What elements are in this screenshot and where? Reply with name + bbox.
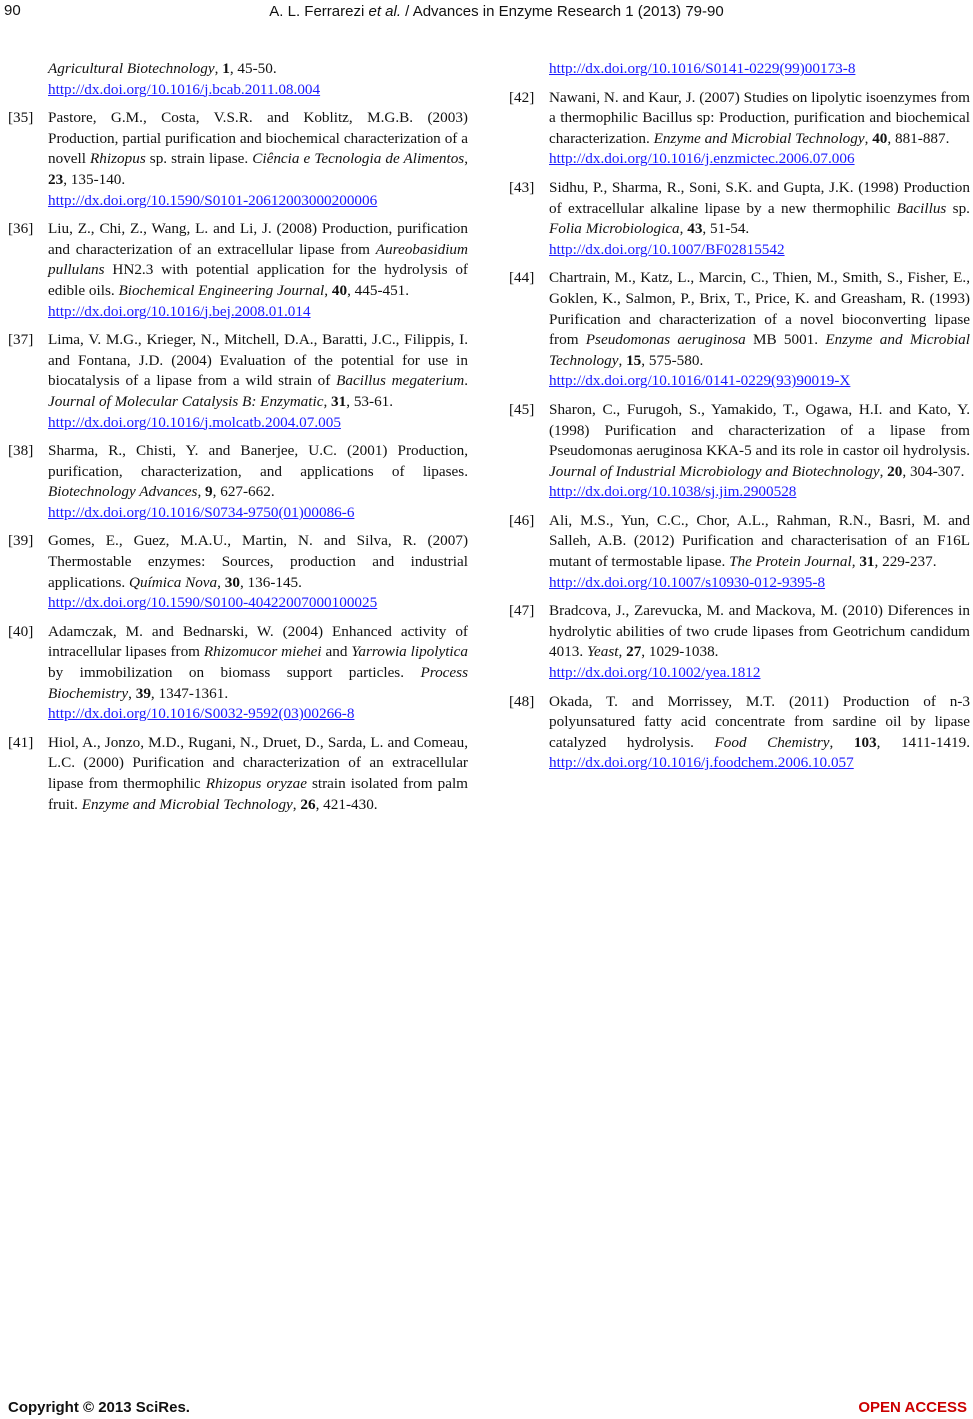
ref-sep: , [128, 684, 136, 702]
left-column [8, 59, 468, 823]
ref-body [549, 268, 970, 392]
ref-pages: , 304-307. [902, 462, 965, 480]
ref-text: Liu, Z., Chi, Z., Wang, L. and Li, J. (2008) Production, purification and characterization of an extracellular lipase from [48, 220, 468, 258]
doi-link[interactable]: http://dx.doi.org/10.1038/sj.jim.2900528 [549, 483, 797, 501]
ref-journal: The Protein Journal [729, 553, 852, 571]
ref-text: Nawani, N. and Kaur, J. (2007) Studies on lipolytic isoenzymes from a thermophilic Bacillus sp: Production, purification and biochemical characterization. [549, 88, 970, 147]
reference-continuation [549, 59, 970, 80]
ref-journal: Química Nova [128, 573, 218, 591]
ref-species: Pseudomonas aeruginosa [585, 331, 746, 349]
ref-number: [36] [8, 220, 34, 238]
ref-text: Bradcova, J., Zarevucka, M. and Mackova, M. (2010) Diferences in hydrolytic abilities of two crude lipases from Geotrichum candidum 4013. [549, 602, 970, 661]
ref-species: Rhizopus [90, 150, 146, 168]
ref-pages: , 1029-1038. [641, 643, 719, 661]
ref-volume: 40 [872, 129, 888, 147]
ref-volume: 26 [300, 795, 316, 813]
ref-number: [46] [509, 511, 535, 529]
doi-link[interactable]: http://dx.doi.org/10.1016/j.bcab.2011.08.004 [48, 80, 321, 98]
ref-sep: , [851, 553, 860, 571]
ref-body [48, 108, 468, 211]
ref-body [549, 601, 970, 683]
reference-36 [8, 219, 468, 322]
ref-number: [42] [509, 88, 535, 106]
ref-pages: , 445-451. [347, 281, 410, 299]
running-header [0, 3, 973, 20]
ref-journal: Journal of Industrial Microbiology and Biotechnology [549, 462, 880, 480]
ref-volume: 20 [887, 462, 903, 480]
doi-link[interactable]: http://dx.doi.org/10.1016/j.enzmictec.2006.07.006 [549, 150, 855, 168]
ref-number: [40] [8, 622, 34, 640]
reference-47 [509, 601, 970, 683]
reference-38 [8, 441, 468, 523]
reference-continuation [48, 59, 468, 100]
ref-text: Lima, V. M.G., Krieger, N., Mitchell, D.A., Baratti, J.C., Filippis, I. and Fontana, J.D. (2004) Evaluation of the potential for use in biocatalysis of a lipase from a wild strain of [48, 331, 468, 390]
ref-number: [43] [509, 178, 535, 196]
ref-text: Ali, M.S., Yun, C.C., Chor, A.L., Rahman, R.N., Basri, M. and Salleh, A.B. (2012) Purification and characterisation of an F16L mutant of termostable lipase. [549, 511, 970, 571]
ref-sep: , [464, 150, 469, 168]
ref-sep: , [879, 462, 888, 480]
ref-journal: Journal of Molecular Catalysis B [48, 392, 252, 410]
ref-sep: , [217, 573, 225, 591]
ref-sep: , [323, 392, 332, 410]
ref-volume: 43 [687, 220, 703, 238]
ref-body [48, 330, 468, 433]
ref-body [48, 733, 468, 815]
ref-sep: , [618, 351, 627, 369]
doi-link[interactable]: http://dx.doi.org/10.1590/S0101-20612003000200006 [48, 191, 378, 209]
ref-volume: 31 [331, 392, 347, 410]
doi-link[interactable]: http://dx.doi.org/10.1007/BF02815542 [549, 240, 785, 258]
header-et-al: et al. [368, 3, 402, 20]
ref-journal: Food Chemistry [714, 733, 830, 751]
ref-volume: 31 [859, 553, 875, 571]
reference-44 [509, 268, 970, 392]
ref-journal-sub: : Enzymatic [251, 392, 324, 410]
ref-pages: , 1347-1361. [150, 684, 229, 702]
ref-volume: 27 [626, 643, 642, 661]
ref-body [549, 400, 970, 503]
ref-text: Adamczak, M. and Bednarski, W. (2004) Enhanced activity of intracellular lipases from [48, 622, 468, 661]
header-journal: / Advances in Enzyme Research 1 (2013) 79-90 [401, 3, 724, 20]
ref-body [48, 441, 468, 523]
doi-link[interactable]: http://dx.doi.org/10.1016/S0141-0229(99)00173-8 [549, 60, 856, 77]
ref-journal: Biotechnology Advances [48, 483, 198, 501]
ref-pages: , 136-145. [239, 573, 302, 591]
ref-species: Rhizomucor miehei [203, 643, 322, 661]
reference-39 [8, 531, 468, 613]
ref-journal: Folia Microbiologica [549, 220, 680, 238]
ref-journal: Process Biochemistry [48, 664, 468, 702]
ref-number: [38] [8, 442, 34, 460]
ref-text: MB 5001. [745, 331, 826, 349]
ref-pages: , 881-887. [887, 129, 950, 147]
ref-body [549, 178, 970, 260]
doi-link[interactable]: http://dx.doi.org/10.1007/s10930-012-9395-8 [549, 573, 826, 591]
ref-body [549, 692, 970, 774]
ref-species: Rhizopus oryzae [205, 775, 307, 792]
ref-number: [37] [8, 331, 34, 349]
ref-pages: , 421-430. [315, 795, 378, 813]
reference-46 [509, 511, 970, 593]
ref-number: [41] [8, 733, 34, 751]
ref-sep: , [214, 60, 223, 77]
doi-link[interactable]: http://dx.doi.org/10.1016/0141-0229(93)90019-X [549, 372, 851, 390]
ref-pages: , 627-662. [212, 483, 275, 501]
reference-42 [509, 88, 970, 170]
reference-37 [8, 330, 468, 433]
doi-link[interactable]: http://dx.doi.org/10.1002/yea.1812 [549, 664, 761, 682]
ref-journal: Agricultural Biotechnology [48, 60, 215, 77]
doi-link[interactable]: http://dx.doi.org/10.1016/j.bej.2008.01.014 [48, 302, 311, 320]
doi-link[interactable]: http://dx.doi.org/10.1016/j.foodchem.2006.10.057 [549, 754, 854, 772]
ref-journal: Enzyme and Microbial Technology [549, 331, 970, 369]
ref-journal: Enzyme and Microbial Technology [81, 795, 293, 813]
ref-journal: Yeast [586, 643, 619, 661]
ref-pages: , 53-61. [346, 392, 394, 410]
ref-body [549, 511, 970, 593]
ref-sep: , [829, 733, 854, 751]
ref-volume: 40 [331, 281, 348, 299]
ref-text: Gomes, E., Guez, M.A.U., Martin, N. and Silva, R. (2007) Thermostable enzymes: Sources, production and industrial applications. [48, 532, 468, 591]
reference-43 [509, 178, 970, 260]
ref-volume: 15 [626, 351, 642, 369]
ref-journal: Ciência e Tecnologia de Alimentos [252, 150, 465, 168]
open-access-label: OPEN ACCESS [858, 1399, 967, 1416]
ref-body [48, 531, 468, 613]
header-authors: A. L. Ferrarezi [269, 3, 369, 20]
ref-text: by immobilization on biomass support particles. [48, 664, 421, 682]
ref-body [549, 88, 970, 170]
ref-sep: , [292, 795, 301, 813]
ref-volume: 9 [205, 483, 213, 501]
ref-sep: , [324, 281, 332, 299]
ref-text: Pastore, G.M., Costa, V.S.R. and Koblitz, M.G.B. (2003) Production, partial purification and biochemical characterization of a novell [48, 109, 468, 168]
ref-text: Okada, T. and Morrissey, M.T. (2011) Production of n-3 polyunsatured fatty acid concentrate from sardine oil by lipase catalyzed hydrolysis. [549, 692, 970, 751]
ref-number: [47] [509, 602, 535, 620]
ref-body [48, 622, 468, 725]
ref-text: Sharma, R., Chisti, Y. and Banerjee, U.C. (2001) Production, purification, characterization, and applications of lipases. [48, 442, 468, 480]
ref-number: [45] [509, 400, 535, 418]
reference-40 [8, 622, 468, 725]
doi-link[interactable]: http://dx.doi.org/10.1016/S0734-9750(01)00086-6 [48, 503, 355, 521]
ref-species: Aureobasidium pullulans [48, 240, 468, 279]
ref-pages: , 1411-1419. [876, 733, 970, 751]
ref-text: . [464, 372, 468, 390]
copyright-notice: Copyright © 2013 SciRes. [8, 1399, 190, 1416]
ref-number: [44] [509, 269, 535, 287]
ref-volume: 23 [48, 170, 64, 188]
reference-41 [8, 733, 468, 815]
ref-species: Yarrowia lipolytica [351, 643, 468, 661]
doi-link[interactable]: http://dx.doi.org/10.1590/S0100-40422007000100025 [48, 594, 378, 612]
ref-text: sp. [946, 199, 970, 217]
doi-link[interactable]: http://dx.doi.org/10.1016/S0032-9592(03)00266-8 [48, 705, 355, 723]
ref-number: [35] [8, 109, 34, 127]
reference-48 [509, 692, 970, 774]
ref-journal: Enzyme and Microbial Technology [653, 129, 865, 147]
ref-text: Chartrain, M., Katz, L., Marcin, C., Thien, M., Smith, S., Fisher, E., Goklen, K., Salmon, P., Brix, T., Price, K. and Greasham, R. (1993) Purification and characterization of a novel bioconverting lipase from [549, 269, 970, 349]
ref-species: Bacillus [896, 199, 947, 217]
ref-volume: 1 [222, 60, 230, 77]
doi-link[interactable]: http://dx.doi.org/10.1016/j.molcatb.2004.07.005 [48, 413, 341, 431]
ref-text: strain isolated from palm fruit. [48, 775, 468, 813]
ref-body [48, 219, 468, 322]
ref-sep: , [197, 483, 206, 501]
ref-pages: , 135-140. [63, 170, 126, 188]
ref-volume: 39 [135, 684, 151, 702]
reference-35 [8, 108, 468, 211]
ref-pages: , 575-580. [641, 351, 704, 369]
ref-text: sp. strain lipase. [145, 150, 253, 168]
ref-pages: , 45-50. [229, 60, 277, 77]
ref-text: HN2.3 with potential application for the hydrolysis of edible oils. [48, 261, 468, 299]
ref-sep: , [618, 643, 627, 661]
reference-45 [509, 400, 970, 503]
ref-volume: 103 [853, 733, 877, 751]
ref-species: Bacillus megaterium [336, 372, 465, 390]
ref-number: [39] [8, 532, 34, 550]
right-column [509, 59, 970, 782]
ref-sep: , [679, 220, 688, 238]
ref-text: Hiol, A., Jonzo, M.D., Rugani, N., Druet, D., Sarda, L. and Comeau, L.C. (2000) Purification and characterization of an extracellular lipase from thermophilic [48, 733, 468, 792]
ref-pages: , 229-237. [874, 553, 937, 571]
ref-text: Sharon, C., Furugoh, S., Yamakido, T., Ogawa, H.I. and Kato, Y. (1998) Purification and characterization of a lipase from Pseudomonas aeruginosa KKA-5 and its role in castor oil hydrolysis. [549, 400, 970, 460]
ref-journal: Biochemical Engineering Journal [118, 281, 325, 299]
ref-sep: , [864, 129, 873, 147]
ref-text: Sidhu, P., Sharma, R., Soni, S.K. and Gupta, J.K. (1998) Production of extracellular alkaline lipase by a new thermophilic [549, 178, 970, 217]
page-number: 90 [4, 2, 21, 19]
ref-text: and [321, 643, 352, 661]
ref-number: [48] [509, 692, 535, 710]
ref-pages: , 51-54. [702, 220, 750, 238]
ref-volume: 30 [224, 573, 240, 591]
